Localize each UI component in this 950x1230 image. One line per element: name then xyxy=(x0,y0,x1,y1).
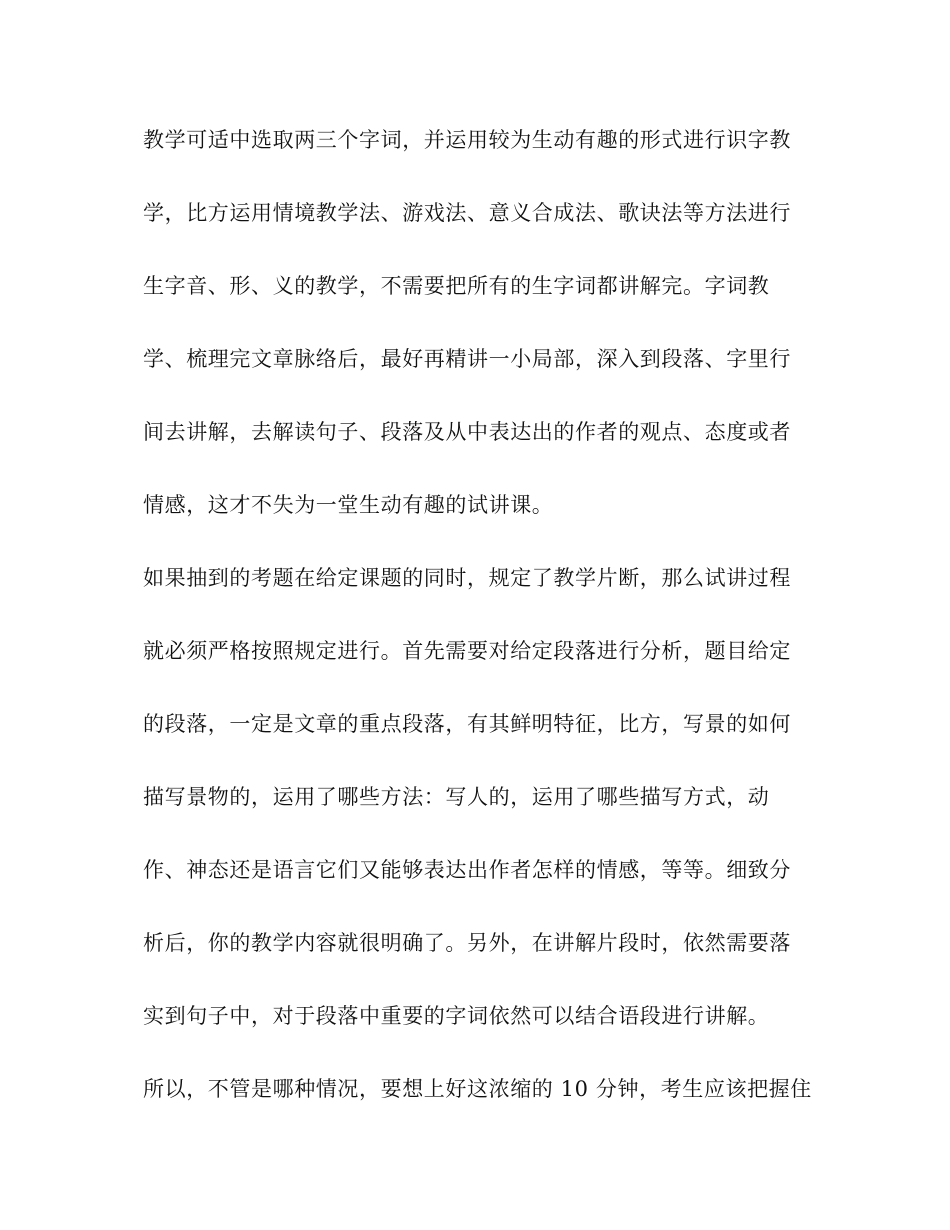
text-line: 学、梳理完文章脉络后，最好再精讲一小局部，深入到段落、字里行 xyxy=(143,347,791,371)
text-line: 就必须严格按照规定进行。首先需要对给定段落进行分析，题目给定 xyxy=(143,639,791,663)
text-line: 作、神态还是语言它们又能够表达出作者怎样的情感，等等。细致分 xyxy=(143,858,791,882)
text-line: 间去讲解，去解读句子、段落及从中表达出的作者的观点、态度或者 xyxy=(143,420,791,444)
text-line: 教学可适中选取两三个字词，并运用较为生动有趣的形式进行识字教 xyxy=(143,128,791,152)
text-line: 生字音、形、义的教学，不需要把所有的生字词都讲解完。字词教 xyxy=(143,274,770,298)
text-line: 的段落，一定是文章的重点段落，有其鲜明特征，比方，写景的如何 xyxy=(143,712,791,736)
text-line: 情感，这才不失为一堂生动有趣的试讲课。 xyxy=(143,493,554,517)
text-line: 析后，你的教学内容就很明确了。另外，在讲解片段时，依然需要落 xyxy=(143,931,791,955)
text-line: 所以，不管是哪种情况，要想上好这浓缩的 10 分钟，考生应该把握住 xyxy=(143,1077,812,1101)
text-line: 如果抽到的考题在给定课题的同时，规定了教学片断，那么试讲过程 xyxy=(143,566,791,590)
text-line: 学，比方运用情境教学法、游戏法、意义合成法、歌诀法等方法进行 xyxy=(143,201,791,225)
text-line: 实到句子中，对于段落中重要的字词依然可以结合语段进行讲解。 xyxy=(143,1004,770,1028)
text-line: 描写景物的，运用了哪些方法：写人的，运用了哪些描写方式，动 xyxy=(143,785,770,809)
